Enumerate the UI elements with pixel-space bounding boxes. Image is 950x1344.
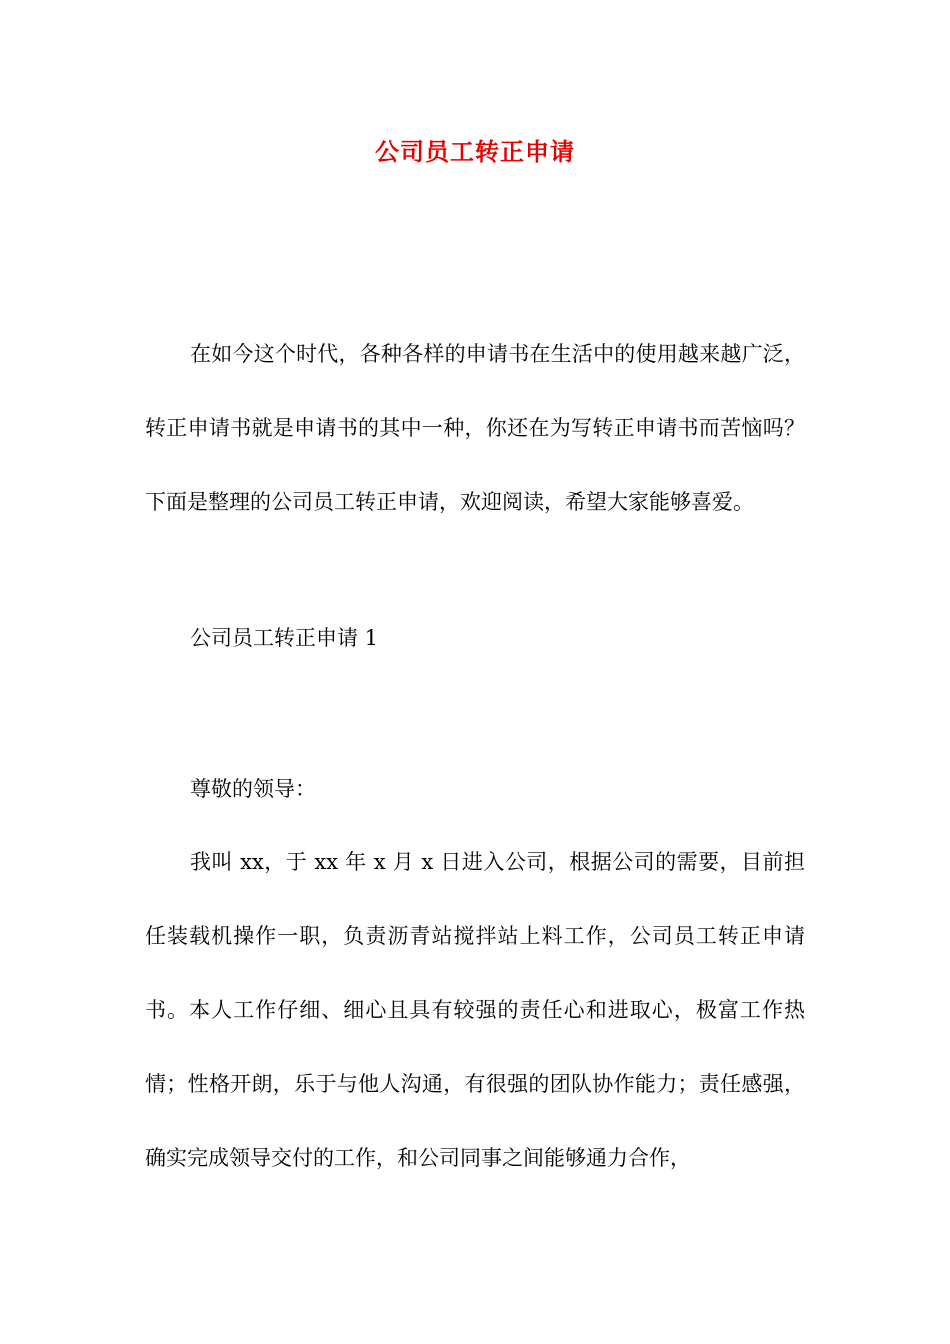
intro-paragraph: 在如今这个时代，各种各样的申请书在生活中的使用越来越广泛，转正申请书就是申请书的其中一种，你还在为写转正申请书而苦恼吗？下面是整理的公司员工转正申请，欢迎阅读，希望大家能够喜爱。 <box>145 342 805 514</box>
body-paragraph: 我叫 xx，于 xx 年 x 月 x 日进入公司，根据公司的需要，目前担任装载机操作一职，负责沥青站搅拌站上料工作，公司员工转正申请书。本人工作仔细、细心且具有较强的责任心和进取心，极富工作热情；性格开朗，乐于与他人沟通，有很强的团队协作能力；责任感强，确实完成领导交付的工作，和公司同事之间能够通力合作， <box>145 850 805 1170</box>
document-title: 公司员工转正申请 <box>375 137 575 166</box>
section-heading: 公司员工转正申请 1 <box>190 626 379 650</box>
salutation: 尊敬的领导： <box>190 777 316 801</box>
